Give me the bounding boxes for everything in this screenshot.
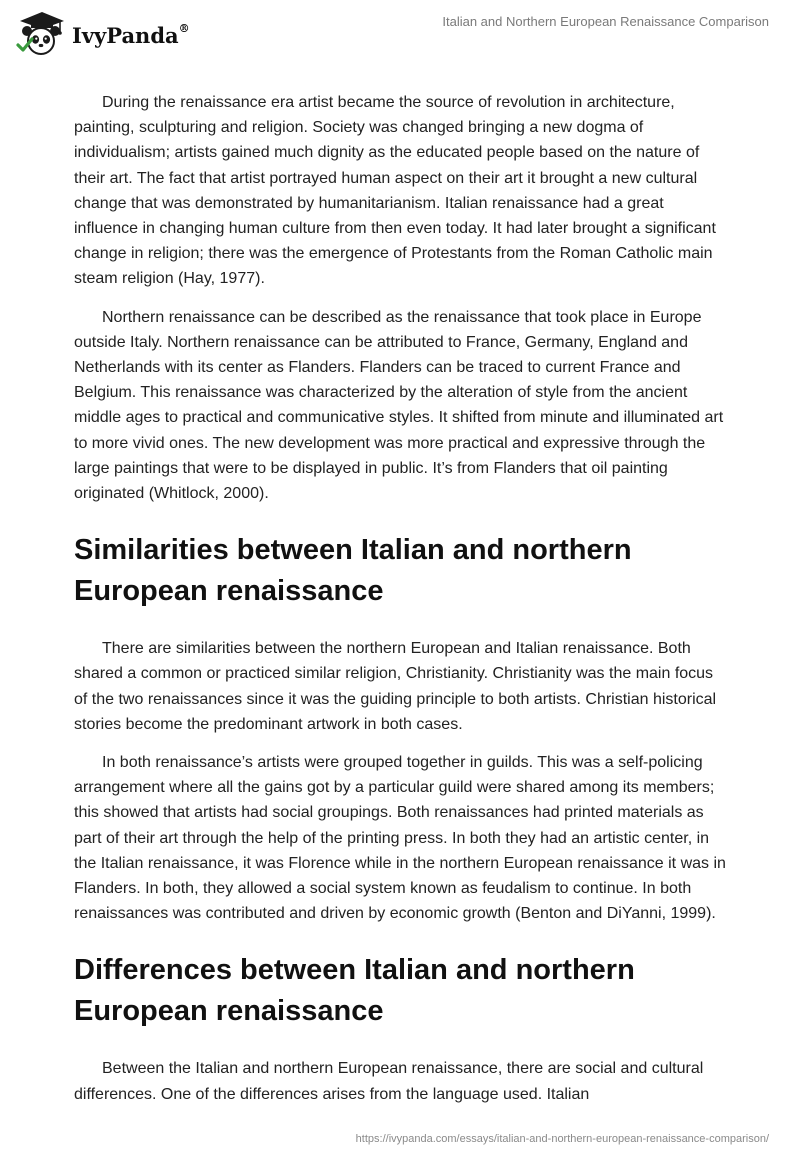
paragraph-renaissance-revolution: During the renaissance era artist became the source of revolution in architecture, painting, sculpturing and religion. Society was changed bringing a new dogma of individualism; artists gained much dignity as the educated people based on the nature of their art. The fact that artist portrayed human aspect on their art it brought a new cultural change that was demonstrated by humanitarianism. Italian renaissance had a great influence in changing human culture from then even today. It had later brought a significant change in religion; there was the emergence of Protestants from the Roman Catholic main steam religion (Hay, 1977). xyxy=(74,94,716,288)
brand-logo[interactable] xyxy=(14,10,190,56)
document-title: Italian and Northern European Renaissance Comparison xyxy=(442,14,769,29)
page-header xyxy=(0,0,800,70)
panda-graduate-icon xyxy=(14,10,66,56)
source-url[interactable]: https://ivypanda.com/essays/italian-and-northern-european-renaissance-comparison/ xyxy=(355,1133,769,1145)
heading-differences: Differences between Italian and northern European renaissance xyxy=(74,954,635,1027)
paragraph-northern-renaissance: Northern renaissance can be described as the renaissance that took place in Europe outside Italy. Northern renaissance can be attributed to France, Germany, England and Netherlands with its center as Flanders. Flanders can be traced to current France and Belgium. This renaissance was characterized by the alteration of style from the ancient middle ages to practical and communicative styles. It shifted from minute and illuminated art to more vivid ones. The new development was more practical and expressive through the large paintings that were to be displayed in public. It’s from Flanders that oil painting originated (Whitlock, 2000). xyxy=(74,308,724,503)
heading-similarities: Similarities between Italian and northern European renaissance xyxy=(74,534,632,607)
paragraph-similarities-guilds: In both renaissance’s artists were grouped together in guilds. This was a self-policing arrangement where all the gains got by a particular guild were shared among its members; this showed that artists had social groupings. Both renaissances had printed materials as part of their art through the help of the printing press. In both they had an artistic center, in the Italian renaissance, it was Florence while in the northern European renaissance it was in Flanders. In both, they allowed a social system known as feudalism to continue. In both renaissances was contributed and driven by economic growth (Benton and DiYanni, 1999). xyxy=(74,754,726,923)
paragraph-similarities-religion: There are similarities between the northern European and Italian renaissance. Both shared a common or practiced similar religion, Christianity. Christianity was the main focus of the two renaissances since it was the guiding principle to both artists. Christian historical stories become the predominant artwork in both cases. xyxy=(74,640,717,733)
paragraph-differences-language: Between the Italian and northern European renaissance, there are social and cultural differences. One of the differences arises from the language used. Italian xyxy=(74,1060,704,1103)
essay-content xyxy=(74,90,726,1120)
brand-name: IvyPanda® xyxy=(72,21,190,48)
